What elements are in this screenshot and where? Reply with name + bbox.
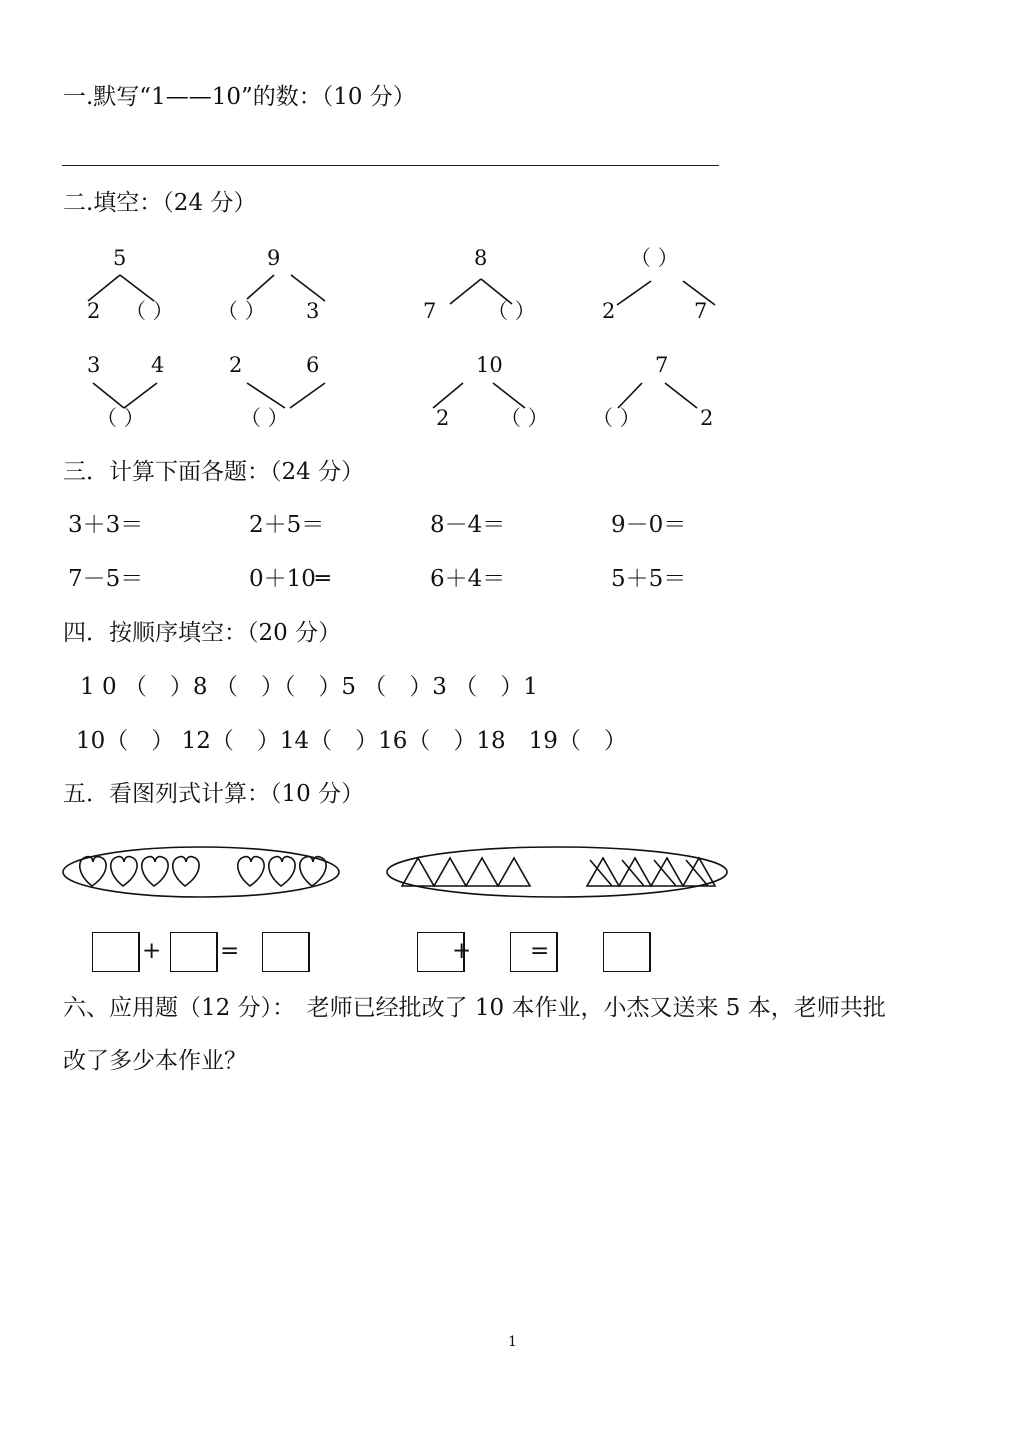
section-4-title: 四．按顺序填空：（20 分） (63, 620, 342, 646)
calc-5: 7－5＝ (68, 566, 144, 592)
section-6-line-1: 六、应用题（12 分）： 老师已经批改了 10 本作业，小杰又送来 5 本，老师共批 (63, 995, 886, 1021)
calc-8: 5＋5＝ (611, 566, 687, 592)
split-tree-3-left: 7 (423, 299, 437, 323)
equals-sign-2: = (530, 938, 550, 964)
split-tree-1-left: 2 (87, 299, 101, 323)
join-tree-1-left: 3 (87, 353, 101, 377)
calc-2: 2＋5＝ (249, 512, 325, 538)
split-tree-4-left: 2 (602, 299, 616, 323)
calc-6: 0＋10═ (249, 566, 330, 592)
equals-sign-1: = (220, 938, 240, 964)
calc-7: 6＋4＝ (430, 566, 506, 592)
join-tree-3-left: 2 (436, 406, 450, 430)
sequence-2: 10（ ） 12（ ）14（ ）16（ ）18 19（ ） (76, 728, 627, 754)
section-1-title: 一.默写“1——10”的数：（10 分） (63, 84, 416, 110)
join-tree-1-bottom: （ ） (96, 406, 145, 430)
split-tree-1-right: （ ） (125, 299, 174, 323)
section-6-line-2: 改了多少本作业？ (63, 1048, 247, 1074)
join-tree-3-right: （ ） (500, 406, 549, 430)
split-tree-1-top: 5 (113, 246, 127, 270)
section-3-title: 三．计算下面各题：（24 分） (63, 459, 365, 485)
join-tree-4-left: （ ） (592, 406, 641, 430)
section-2-title: 二.填空：（24 分） (63, 190, 257, 216)
calc-4: 9－0＝ (611, 512, 687, 538)
plus-sign-2: + (452, 938, 472, 964)
join-tree-2-left: 2 (229, 353, 243, 377)
join-tree-3-top: 10 (476, 353, 503, 377)
split-tree-2-right: 3 (306, 299, 320, 323)
join-tree-2-right: 6 (306, 353, 320, 377)
join-tree-4-right: 2 (700, 406, 714, 430)
split-tree-4-right: 7 (694, 299, 708, 323)
split-tree-2-left: （ ） (217, 299, 266, 323)
answer-box-3[interactable] (262, 932, 310, 972)
answer-box-2[interactable] (170, 932, 218, 972)
split-tree-3-top: 8 (474, 246, 488, 270)
sequence-1: 1 0 （ ）8 （ ）（ ）5 （ ）3 （ ）1 (80, 674, 538, 700)
join-tree-4-top: 7 (655, 353, 669, 377)
section-5-title: 五．看图列式计算：（10 分） (63, 781, 365, 807)
answer-box-1[interactable] (92, 932, 140, 972)
split-tree-2-top: 9 (267, 246, 281, 270)
join-tree-2-bottom: （ ） (240, 406, 289, 430)
join-tree-1-right: 4 (151, 353, 165, 377)
plus-sign-1: + (142, 938, 162, 964)
split-tree-3-right: （ ） (487, 299, 536, 323)
split-tree-4-top: （ ） (630, 246, 679, 270)
calc-3: 8－4＝ (430, 512, 506, 538)
page-number: 1 (508, 1334, 517, 1350)
calc-1: 3＋3＝ (68, 512, 144, 538)
answer-box-6[interactable] (603, 932, 651, 972)
